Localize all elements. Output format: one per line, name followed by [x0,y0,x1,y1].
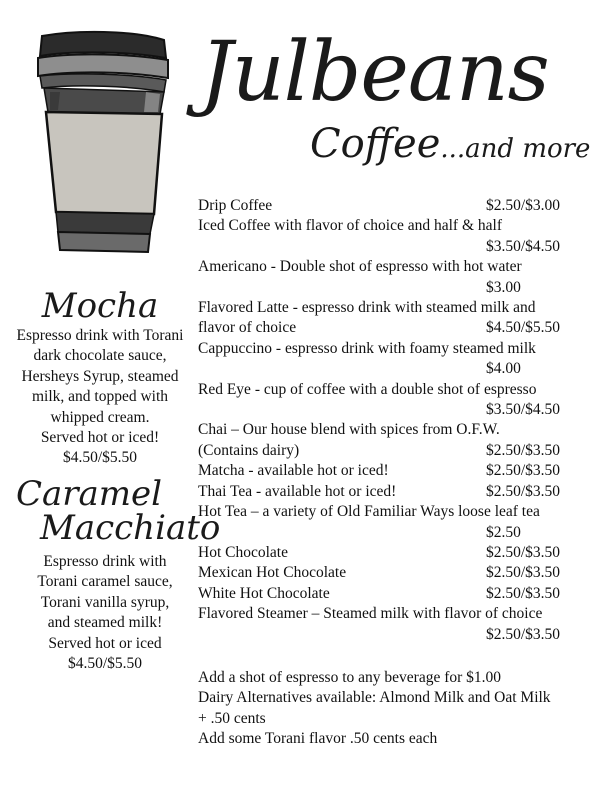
menu-item [198,482,568,502]
mocha-feature [6,286,194,469]
caramel-line: Torani caramel sauce, [37,573,173,591]
coffee-cup-icon [36,28,172,260]
caramel-price: $4.50/$5.50 [67,655,143,673]
item-price: $2.50/$3.50 [486,462,561,480]
menu-notes [198,668,598,750]
mocha-price: $4.50/$5.50 [62,449,138,467]
caramel-line: and steamed milk! [47,614,163,632]
mocha-line: Served hot or iced! [40,429,160,447]
item-desc: (Contains dairy) [198,441,300,459]
item-price: $2.50/$3.50 [486,441,561,459]
item-price: $2.50/$3.00 [486,197,561,214]
item-price: $3.50/$4.50 [486,237,561,255]
caramel-title-2: Macchiato [40,508,221,548]
brand-subtitle [310,118,590,175]
item-price: $3.50/$4.50 [486,401,561,419]
item-price: $2.50/$3.50 [486,625,561,643]
item-name: Thai Tea - available hot or iced! [198,482,397,500]
menu-item [198,543,568,563]
item-name: Hot Chocolate [198,543,288,561]
item-desc: Flavored Latte - espresso drink with steamed milk and [198,299,536,317]
menu-item [198,441,568,461]
note-line: Add a shot of espresso to any beverage for $1.00 [198,669,502,686]
item-desc: Red Eye - cup of coffee with a double shot of espresso [198,380,537,398]
item-price: $2.50 [486,523,521,541]
item-price: $2.50/$3.50 [486,482,561,500]
item-desc: Cappuccino - espresso drink with foamy steamed milk [198,339,536,357]
mocha-line: dark chocolate sauce, [33,347,167,365]
mocha-line: Espresso drink with Torani [16,327,184,344]
item-name: Matcha - available hot or iced! [198,462,389,480]
menu-item [198,563,568,583]
caramel-line: Espresso drink with [43,553,167,570]
note-line: + .50 cents [198,709,266,727]
item-desc: Chai – Our house blend with spices from O.F.W. [198,421,500,439]
item-name: Mexican Hot Chocolate [198,564,347,582]
item-price: $4.50/$5.50 [486,319,561,337]
caramel-feature [10,474,221,674]
caramel-line: Torani vanilla syrup, [40,593,170,611]
item-price: $2.50/$3.50 [486,564,561,582]
item-price: $2.50/$3.50 [486,543,561,561]
item-price: $4.00 [486,360,521,378]
item-name: White Hot Chocolate [198,584,330,602]
item-price: $3.00 [486,278,521,296]
item-desc: Americano - Double shot of espresso with hot water [198,258,522,276]
item-name: Drip Coffee [198,197,273,214]
subtitle-main: Coffee [310,121,441,167]
note-line: Dairy Alternatives available: Almond Milk and Oat Milk [198,689,551,707]
item-price: $2.50/$3.50 [486,584,561,602]
caramel-line: Served hot or iced [48,634,162,652]
item-desc: Hot Tea – a variety of Old Familiar Ways loose leaf tea [198,503,540,521]
menu-list [198,196,568,645]
mocha-line: Hersheys Syrup, steamed [21,367,179,385]
menu-item [198,584,568,604]
menu-item [198,196,568,216]
note-line: Add some Torani flavor .50 cents each [198,730,438,748]
menu-item [198,318,568,338]
mocha-line: whipped cream. [50,408,150,426]
item-desc: Iced Coffee with flavor of choice and half & half [198,217,502,235]
brand-title: Julbeans [200,25,549,120]
subtitle-tail: ...and more [440,134,591,164]
caramel-title-1: Caramel [16,474,163,514]
item-desc: Flavored Steamer – Steamed milk with flavor of choice [198,605,543,623]
mocha-line: milk, and topped with [31,388,169,406]
item-desc: flavor of choice [198,319,297,337]
mocha-title: Mocha [41,286,159,326]
menu-item [198,461,568,481]
